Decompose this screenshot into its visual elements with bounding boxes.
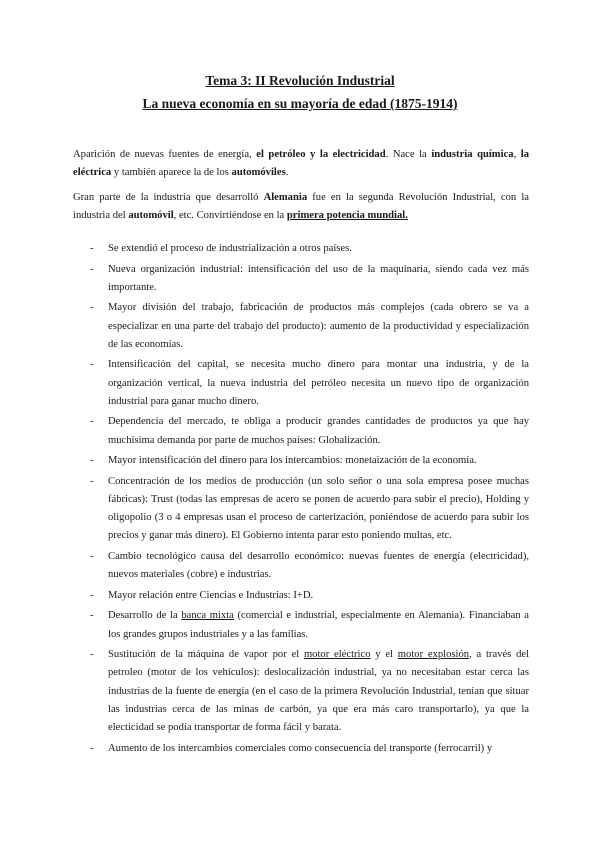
list-item (73, 452, 529, 470)
list-dash: - (90, 742, 94, 754)
list-item-text: (comercial e industrial, especialmente en Alemania). Financiaban a los grandes grupos industriales y a las familias. (108, 610, 529, 640)
underlined-term-motor-electrico: motor eléctrico (303, 649, 371, 661)
document-title: Tema 3: II Revolución Industrial (205, 73, 395, 88)
list-item (73, 413, 529, 449)
list-item-text: Mayor intensificación del dinero para los intercambios: monetaización de la economía. (108, 455, 477, 467)
list-item (73, 548, 529, 584)
intro2-bold-world-power: primera potencia mundial. (286, 210, 408, 221)
list-dash: - (90, 302, 94, 314)
list-dash: - (90, 550, 94, 562)
list-item-text: Cambio tecnológico causa del desarrollo económico: nuevas fuentes de energía (electricidad), nuevos materiales (cobre) e industrias. (108, 550, 529, 581)
list-item-text: Desarrollo de la (108, 610, 182, 622)
intro-paragraph-germany (73, 189, 529, 225)
list-item-text: Se extendió el proceso de industrialización a otros países. (108, 243, 352, 254)
intro1-text-2: . Nace la (385, 149, 432, 160)
intro2-text-1: Gran parte de la industria que desarrolló (73, 192, 264, 203)
list-item-text: Aumento de los intercambios comerciales como consecuencia del transporte (ferrocarril) y (108, 742, 493, 754)
list-item (73, 646, 529, 737)
list-dash: - (90, 243, 94, 254)
intro1-bold-petroleum: el petróleo y la electricidad (256, 149, 386, 160)
list-dash: - (90, 610, 94, 622)
underlined-term-motor-explosion: motor explosión (397, 649, 470, 661)
list-item-text: Mayor división del trabajo, fabricación de productos más complejos (cada obrero se va a especializar en una parte del trabajo del producto): aumento de la productividad y especialización de las economías. (108, 302, 529, 350)
list-item-text: Intensificación del capital, se necesita mucho dinero para montar una industria, y de la organización vertical, la nueva industria del petróleo necesita un nuevo tipo de organización industrial para ganar mucho dinero. (108, 359, 529, 407)
underlined-term-banca-mixta: banca mixta (181, 610, 234, 622)
list-item-text: Sustitución de la máquina de vapor por el (108, 649, 304, 661)
list-item (73, 261, 529, 297)
list-item (73, 587, 529, 605)
list-dash: - (90, 416, 94, 428)
list-item-text: , a través del petroleo (motor de los vehículos): deslocalización industrial, ya no necesitaban estar cerca las industrias de la fuente de energía (en el caso de la primera Revolución Industrial, tenían que situar las industrias cerca de las minas de carbón, ya que era más caro transportarlo), ya que la electicidad se podía transportar de forma fácil y barata. (108, 649, 530, 733)
list-dash: - (90, 589, 94, 601)
list-dash: - (90, 649, 94, 661)
list-item-text: Nueva organización industrial: intensificación del uso de la maquinaria, siendo cada vez más importante. (108, 263, 529, 293)
intro1-text-1: Aparición de nuevas fuentes de energía, (73, 149, 257, 160)
list-item (73, 240, 529, 258)
list-dash: - (90, 263, 94, 275)
list-item-text: Dependencia del mercado, te obliga a producir grandes cantidades de productos ya que hay muchísima demanda por parte de muchos países: Globalización. (108, 416, 529, 446)
intro2-bold-germany: Alemania (263, 192, 308, 203)
list-item (73, 607, 529, 643)
list-item (73, 356, 529, 411)
intro1-bold-automobiles: automóviles (231, 167, 286, 178)
document-subtitle: La nueva economía en su mayoría de edad (1875-1914) (142, 96, 458, 111)
list-item-text: Mayor relación entre Ciencias e Industrias: I+D. (108, 589, 314, 601)
intro-paragraph-energy (73, 146, 529, 182)
list-item (73, 473, 529, 546)
list-dash: - (90, 475, 94, 487)
list-item (73, 299, 529, 354)
intro1-bold-chemical: industria química (431, 149, 514, 160)
intro1-text-4: y también aparece la de los (111, 167, 232, 178)
intro2-bold-automobile: automóvil (128, 210, 174, 221)
characteristics-list (73, 240, 529, 760)
list-item-text: Concentración de los medios de producción (un solo señor o una sola empresa posee muchas fábricas): Trust (todas las empresas de acero se ponen de acuerdo para subir el precio), Holding y oligopolio (3 o 4 empresas usan el proceso de carterización, poniéndose de acuerdo para subir los precios y ganar más dinero). El Gobierno intenta parar esto poniendo multas, etc. (108, 475, 529, 542)
intro2-text-2: fue en la segunda Revolución Industrial, con la industria del (73, 192, 529, 221)
intro1-text-5: . (285, 167, 289, 178)
intro1-text-3: , (513, 149, 521, 160)
intro2-text-3: , etc. Convirtiéndose en la (173, 210, 287, 221)
list-item-text: y el (370, 649, 398, 661)
list-item (73, 740, 529, 758)
list-dash: - (90, 455, 94, 467)
list-dash: - (90, 359, 94, 371)
intro1-bold-electrical: la eléctrica (73, 149, 530, 178)
